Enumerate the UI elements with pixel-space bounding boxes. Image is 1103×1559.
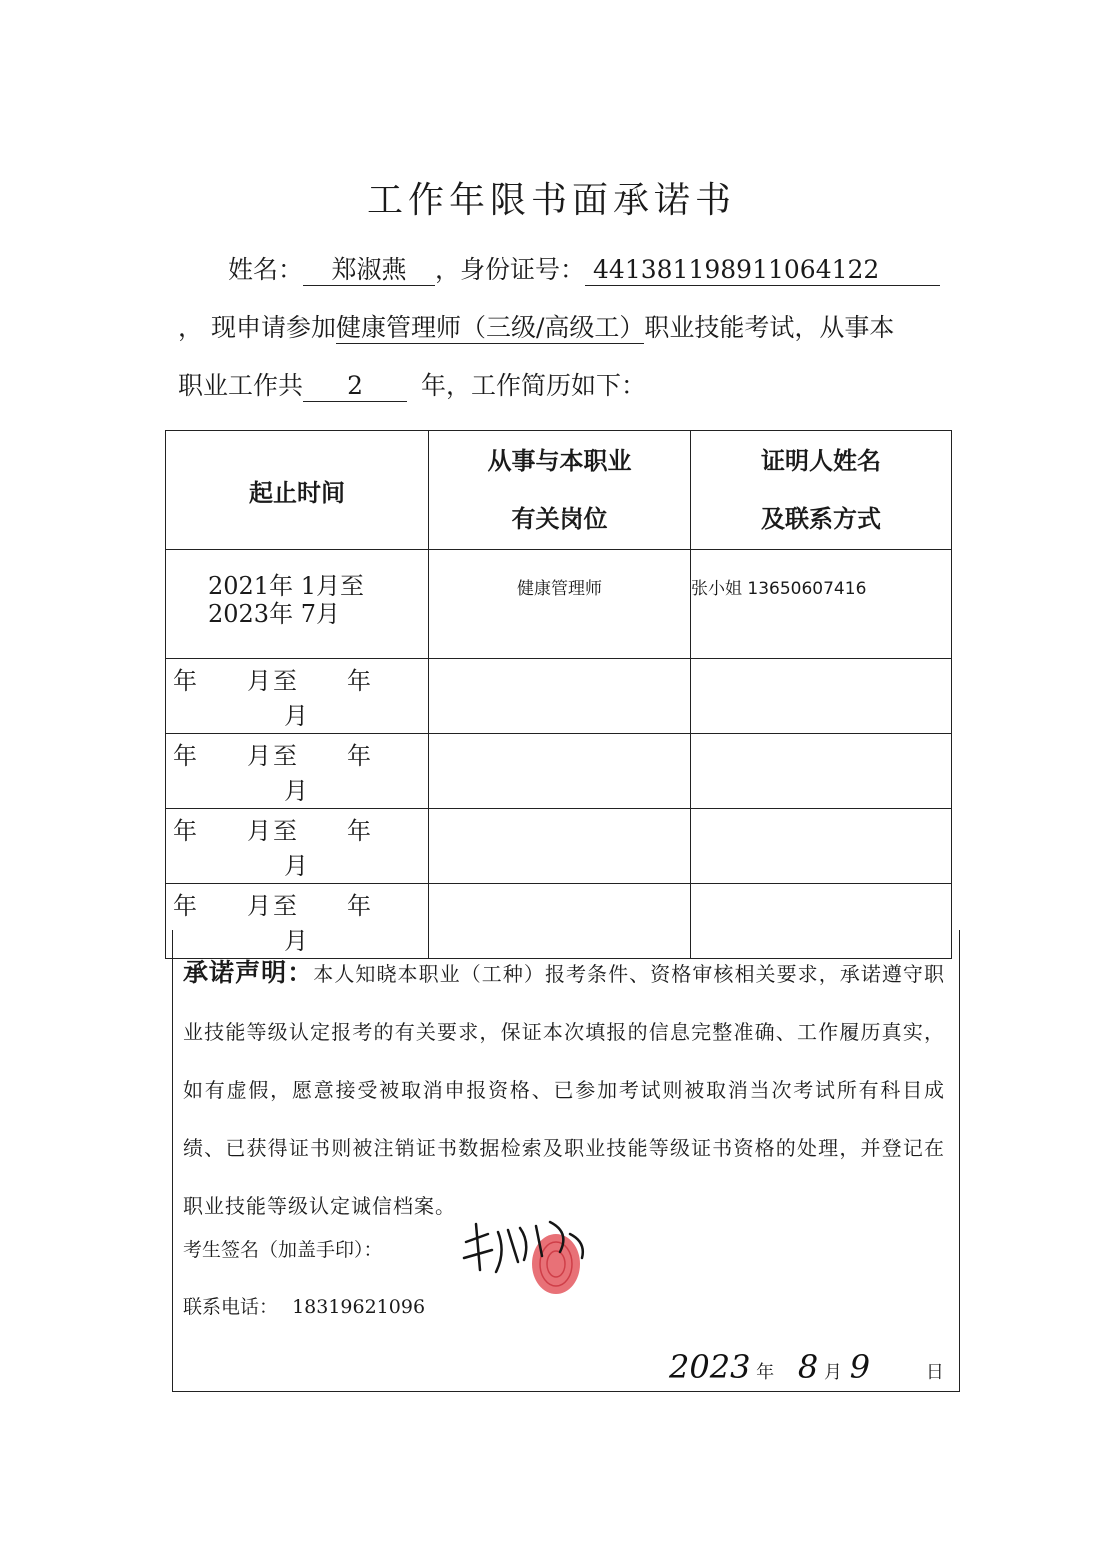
month-unit: 月 [284,702,310,730]
post-cell: 健康管理师 [429,550,691,659]
table-row [166,734,952,809]
years-prefix: 职业工作共 [178,371,304,400]
apply-suffix: 职业技能考试，从事本 [644,313,895,342]
header-post [429,431,691,550]
table-row [166,550,952,659]
year-unit: 年 [347,892,373,920]
years-line [178,366,646,402]
year-unit: 年 [347,817,373,845]
period-cell [166,809,429,884]
month-unit: 月 [284,852,310,880]
post-cell [429,734,691,809]
id-label: ，身份证号： [435,255,586,284]
post-cell [429,659,691,734]
date-line [669,1348,944,1386]
phone-line [183,1292,425,1319]
apply-line [178,308,894,344]
years-value: 2 [303,371,407,402]
contact-cell [691,734,952,809]
month-to-unit: 月至 [247,817,299,845]
date-month: 8 [797,1348,819,1386]
year-unit: 年 [173,892,199,920]
year-unit: 年 [756,1362,775,1383]
month-to-unit: 月至 [247,892,299,920]
period-cell [166,734,429,809]
year-unit: 年 [173,817,199,845]
year-unit: 年 [347,742,373,770]
phone-value: 18319621096 [292,1296,426,1318]
occupation-value: 健康管理师（三级/高级工） [335,313,645,342]
year-unit: 年 [173,667,199,695]
period-end: 2023年 7月 [208,600,340,628]
table-row [166,659,952,734]
header-contact-line2: 及联系方式 [761,505,881,533]
date-day: 9 [849,1348,871,1386]
contact-cell [691,659,952,734]
month-unit: 月 [284,927,310,955]
month-unit: 月 [284,777,310,805]
month-unit: 月 [824,1362,842,1383]
name-label: 姓名： [228,255,304,284]
contact-cell [691,809,952,884]
phone-label: 联系电话： [183,1296,279,1318]
period-start: 2021年 1月至 [208,572,364,600]
period-cell [166,659,429,734]
declaration-text [183,944,945,1235]
year-unit: 年 [347,667,373,695]
header-contact [691,431,952,550]
month-to-unit: 月至 [247,742,299,770]
years-suffix: 年，工作简历如下： [421,371,647,400]
period-cell [166,550,429,659]
apply-prefix: ， 现申请参加 [178,313,336,342]
header-period: 起止时间 [166,431,429,550]
header-post-line2: 有关岗位 [511,505,608,533]
header-contact-line1: 证明人姓名 [761,447,881,475]
name-line [228,250,940,286]
signature-label: 考生签名（加盖手印）： [183,1239,383,1261]
contact-cell: 张小姐 13650607416 [691,550,952,659]
signature-with-fingerprint [458,1212,608,1302]
page-title: 工作年限书面承诺书 [366,180,736,221]
id-value: 441381198911064122 [585,255,940,286]
name-value: 郑淑燕 [303,255,435,286]
date-year: 2023 [669,1348,751,1386]
declaration-box [172,930,960,1392]
day-unit: 日 [925,1362,944,1383]
header-post-line1: 从事与本职业 [487,447,632,475]
declaration-body: 本人知晓本职业（工种）报考条件、资格审核相关要求，承诺遵守职业技能等级认定报考的有关要求，保证本次填报的信息完整准确、工作履历真实，如有虚假，愿意接受被取消申报资格、已参加考试则被取消当次考试所有科目成绩、已获得证书则被注销证书数据检索及职业技能等级证书资格的处理，并登记在职业技能等级认定诚信档案。 [183,962,945,1218]
month-to-unit: 月至 [247,667,299,695]
post-cell [429,809,691,884]
work-history-table [165,430,952,959]
declaration-heading: 承诺声明： [183,958,314,987]
year-unit: 年 [173,742,199,770]
table-row [166,809,952,884]
